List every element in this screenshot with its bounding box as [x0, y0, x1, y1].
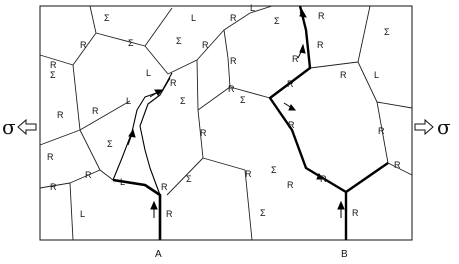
grain-label: Σ	[176, 36, 182, 46]
grain-labels	[47, 3, 401, 219]
grain-label: L	[126, 96, 132, 106]
grain-label: Σ	[384, 27, 390, 37]
grain-label: R	[317, 40, 324, 50]
crack-label-a: A	[155, 249, 162, 260]
grain-label: R	[200, 128, 207, 138]
stress-symbol-left: σ	[2, 115, 16, 139]
crack-path-a	[113, 73, 172, 240]
grain-label: R	[47, 152, 54, 162]
grain-label: R	[340, 70, 347, 80]
grain-label: R	[287, 79, 294, 89]
grain-label: R	[228, 84, 235, 94]
crack-label-b: B	[341, 249, 348, 260]
grain-label: Σ	[128, 38, 134, 48]
grain-label: R	[85, 170, 92, 180]
grain-boundaries	[40, 6, 412, 240]
grain-boundary	[167, 110, 203, 195]
grain-boundary	[197, 60, 198, 110]
grain-label: R	[57, 110, 64, 120]
grain-label: R	[288, 120, 295, 130]
grain-label: R	[292, 54, 299, 64]
grain-boundary	[245, 170, 252, 240]
grain-label: R	[230, 13, 237, 23]
grain-label: R	[202, 40, 209, 50]
crack-b-main	[270, 6, 346, 240]
grain-label: R	[287, 180, 294, 190]
grain-label: Σ	[260, 208, 266, 218]
stress-arrow-left	[18, 120, 36, 134]
grain-boundary	[224, 30, 228, 58]
grain-label: Σ	[50, 70, 56, 80]
grain-label: Σ	[107, 139, 113, 149]
grain-label: R	[230, 56, 237, 66]
grain-label: R	[92, 106, 99, 116]
grain-boundary	[40, 65, 80, 145]
crack-a-main	[113, 180, 160, 240]
grain-label: Σ	[104, 13, 110, 23]
grain-label: R	[80, 40, 87, 50]
arrowhead-icon	[338, 202, 344, 209]
grain-label: L	[120, 177, 126, 187]
grain-label: L	[80, 209, 86, 219]
grain-label: Σ	[186, 174, 192, 184]
grain-boundary	[80, 101, 130, 130]
grain-label: R	[166, 209, 173, 219]
grain-boundary	[168, 6, 272, 74]
grain-boundary	[80, 130, 100, 170]
grain-label: R	[394, 160, 401, 170]
arrowhead-icon	[129, 130, 135, 137]
grain-label: R	[50, 182, 57, 192]
grain-label: Σ	[240, 95, 246, 105]
crack-b-main	[346, 163, 388, 192]
grain-label: L	[374, 70, 380, 80]
stress-arrow-right	[415, 120, 433, 134]
grain-label: L	[191, 13, 197, 23]
arrowhead-icon	[289, 105, 295, 110]
arrowhead-icon	[151, 202, 157, 209]
grain-boundary	[40, 183, 73, 240]
grain-boundary	[203, 158, 245, 170]
grain-label: R	[161, 182, 168, 192]
arrowhead-icon	[300, 45, 305, 53]
grain-label: R	[320, 174, 327, 184]
grain-label: L	[250, 3, 256, 13]
grain-label: Σ	[180, 96, 186, 106]
grain-boundary	[358, 62, 412, 108]
grain-boundary	[40, 6, 96, 65]
grain-label: R	[352, 208, 359, 218]
grain-label: R	[245, 169, 252, 179]
grain-boundary	[70, 170, 113, 183]
stress-symbol-right: σ	[437, 115, 451, 139]
grain-label: R	[378, 126, 385, 136]
grain-label: Σ	[271, 165, 277, 175]
grain-label: R	[318, 11, 325, 21]
grain-label: R	[170, 78, 177, 88]
hollow-arrow-left-icon	[18, 120, 36, 134]
grain-label: Σ	[274, 16, 280, 26]
grain-label: L	[146, 68, 152, 78]
hollow-arrow-right-icon	[415, 120, 433, 134]
crack-a-branch	[140, 78, 170, 195]
grain-label: R	[50, 60, 57, 70]
